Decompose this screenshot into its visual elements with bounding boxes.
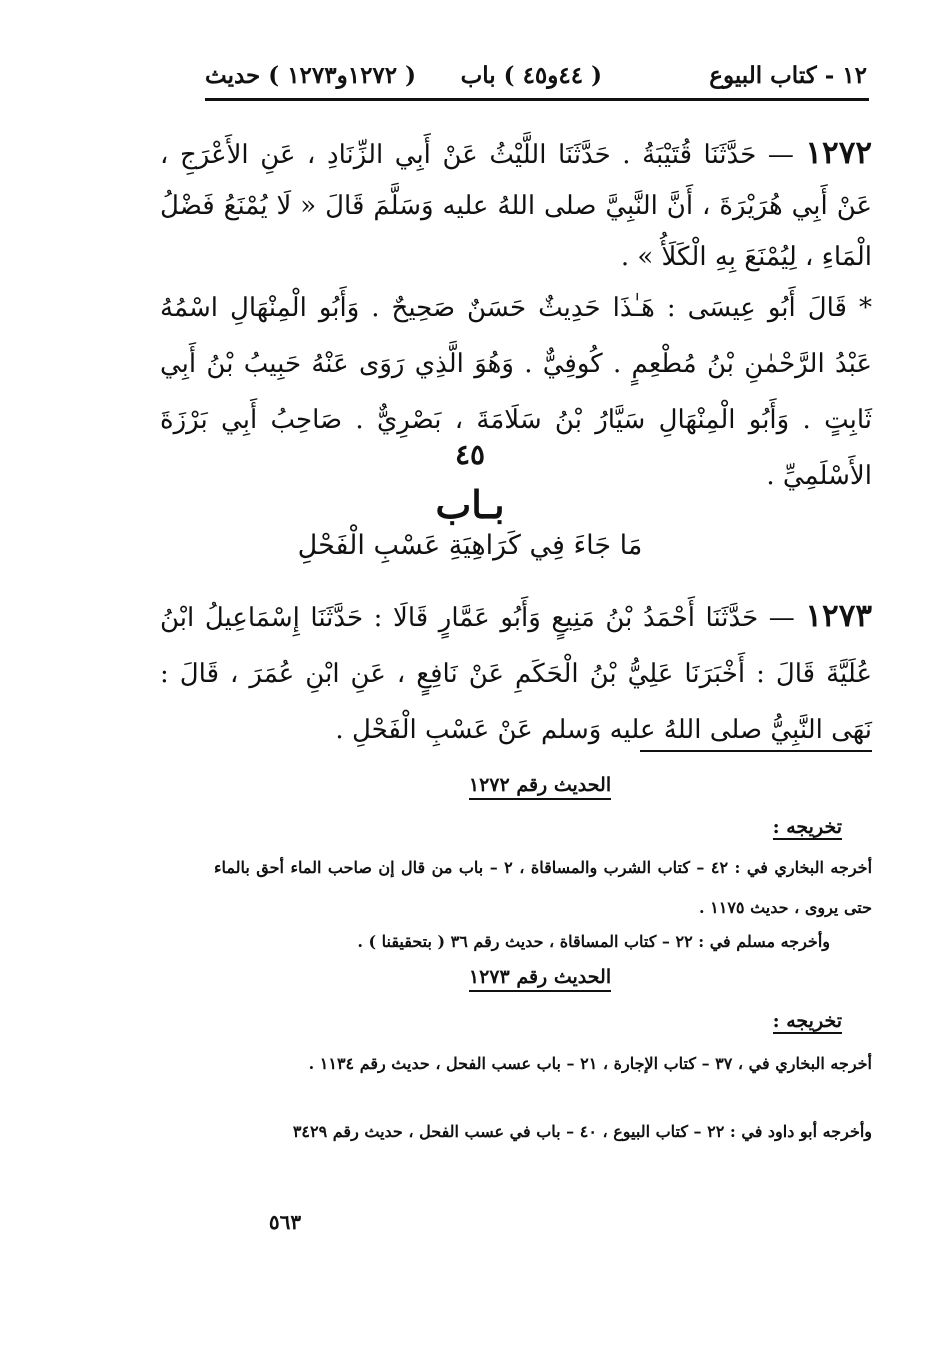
running-header — [205, 56, 867, 96]
hadith-number: ١٢٧٣ — [805, 598, 872, 634]
bab-number: ٤٥ — [454, 438, 486, 471]
bab-heading: بـاب — [435, 482, 505, 527]
footnote-separator — [640, 750, 872, 752]
footnote-paragraph: وأخرجه مسلم في : ٢٢ – كتاب المساقاة ، حديث رقم ٣٦ ( بتحقيقنا ) . — [357, 932, 830, 951]
hadith-text: — حَدَّثَنَا قُتَيْبَةُ . حَدَّثَنَا اللَّيْثُ عَنْ أَبِي الزِّنَادِ ، عَنِ الأَعْرَجِ ، عَنْ أَبِي هُرَيْرَةَ ، أَنَّ النَّبِيَّ صلى اللهُ عليه وَسَلَّمَ قَالَ « لَا يُمْنَعُ فَضْلُ الْمَاءِ ، لِيُمْنَعَ بِهِ الْكَلَأُ » . — [160, 140, 872, 272]
header-hadith-range: ( ١٢٧٢و١٢٧٣ ) حديث — [205, 62, 417, 89]
footnote-paragraph: أخرجه البخاري في : ٤٢ – كتاب الشرب والمساقاة ، ٢ – باب من قال إن صاحب الماء أحق بالماء حتى يروى ، حديث ١١٧٥ . — [214, 858, 873, 917]
hadith-1272 — [160, 128, 872, 283]
takhrij-text: تخريجه : — [772, 816, 842, 838]
hadith-text: — حَدَّثَنَا أَحْمَدُ بْنُ مَنِيعٍ وَأَبُو عَمَّارٍ قَالَا : حَدَّثَنَا إِسْمَاعِيلُ ابْنُ عُلَيَّةَ قَالَ : أَخْبَرَنَا عَلِيُّ بْنُ الْحَكَمِ عَنْ نَافِعٍ ، عَنِ ابْنِ عُمَرَ ، قَالَ : نَهَى النَّبِيُّ صلى اللهُ عليه وَسلم عَنْ عَسْبِ الْفَحْلِ . — [160, 603, 872, 745]
hadith-number: ١٢٧٢ — [805, 135, 873, 171]
bab-title: مَا جَاءَ فِي كَرَاهِيَةِ عَسْبِ الْفَحْلِ — [297, 530, 643, 561]
footnote-heading-1273 — [410, 966, 670, 992]
page-number: ٥٦٣ — [268, 1210, 302, 1234]
footnote-heading-text: الحديث رقم ١٢٧٣ — [469, 966, 611, 992]
hadith-1273 — [160, 588, 872, 758]
header-rule — [205, 98, 869, 101]
footnote-heading-text: الحديث رقم ١٢٧٢ — [469, 774, 611, 800]
takhrij-text: تخريجه : — [772, 1010, 842, 1032]
takhrij-label — [773, 1010, 842, 1032]
header-book-title: ١٢ - كتاب البيوع — [709, 62, 867, 89]
takhrij-label — [773, 816, 842, 838]
header-bab-range: ( ٤٤و٤٥ ) باب — [460, 62, 602, 89]
footnote-heading-1272 — [410, 774, 670, 800]
footnote-paragraph: وأخرجه أبو داود في : ٢٢ – كتاب البيوع ، ٤٠ – باب في عسب الفحل ، حديث رقم ٣٤٢٩ — [292, 1122, 872, 1141]
footnote-paragraph: أخرجه البخاري في ، ٣٧ – كتاب الإجارة ، ٢١ – باب عسب الفحل ، حديث رقم ١١٣٤ . — [308, 1054, 872, 1073]
author-comment: * قَالَ أَبُو عِيسَى : هَـٰذَا حَدِيثٌ حَسَنٌ صَحِيحٌ . وَأَبُو الْمِنْهَالِ اسْمُهُ عَبْدُ الرَّحْمٰنِ بْنُ مُطْعِمٍ . كُوفِيٌّ . وَهُوَ الَّذِي رَوَى عَنْهُ حَبِيبُ بْنُ أَبِي ثَابِتٍ . وَأَبُو الْمِنْهَالِ سَيَّارُ بْنُ سَلَامَةَ ، بَصْرِيٌّ . صَاحِبُ أَبِي بَرْزَةَ الأَسْلَمِيِّ . — [160, 293, 872, 491]
